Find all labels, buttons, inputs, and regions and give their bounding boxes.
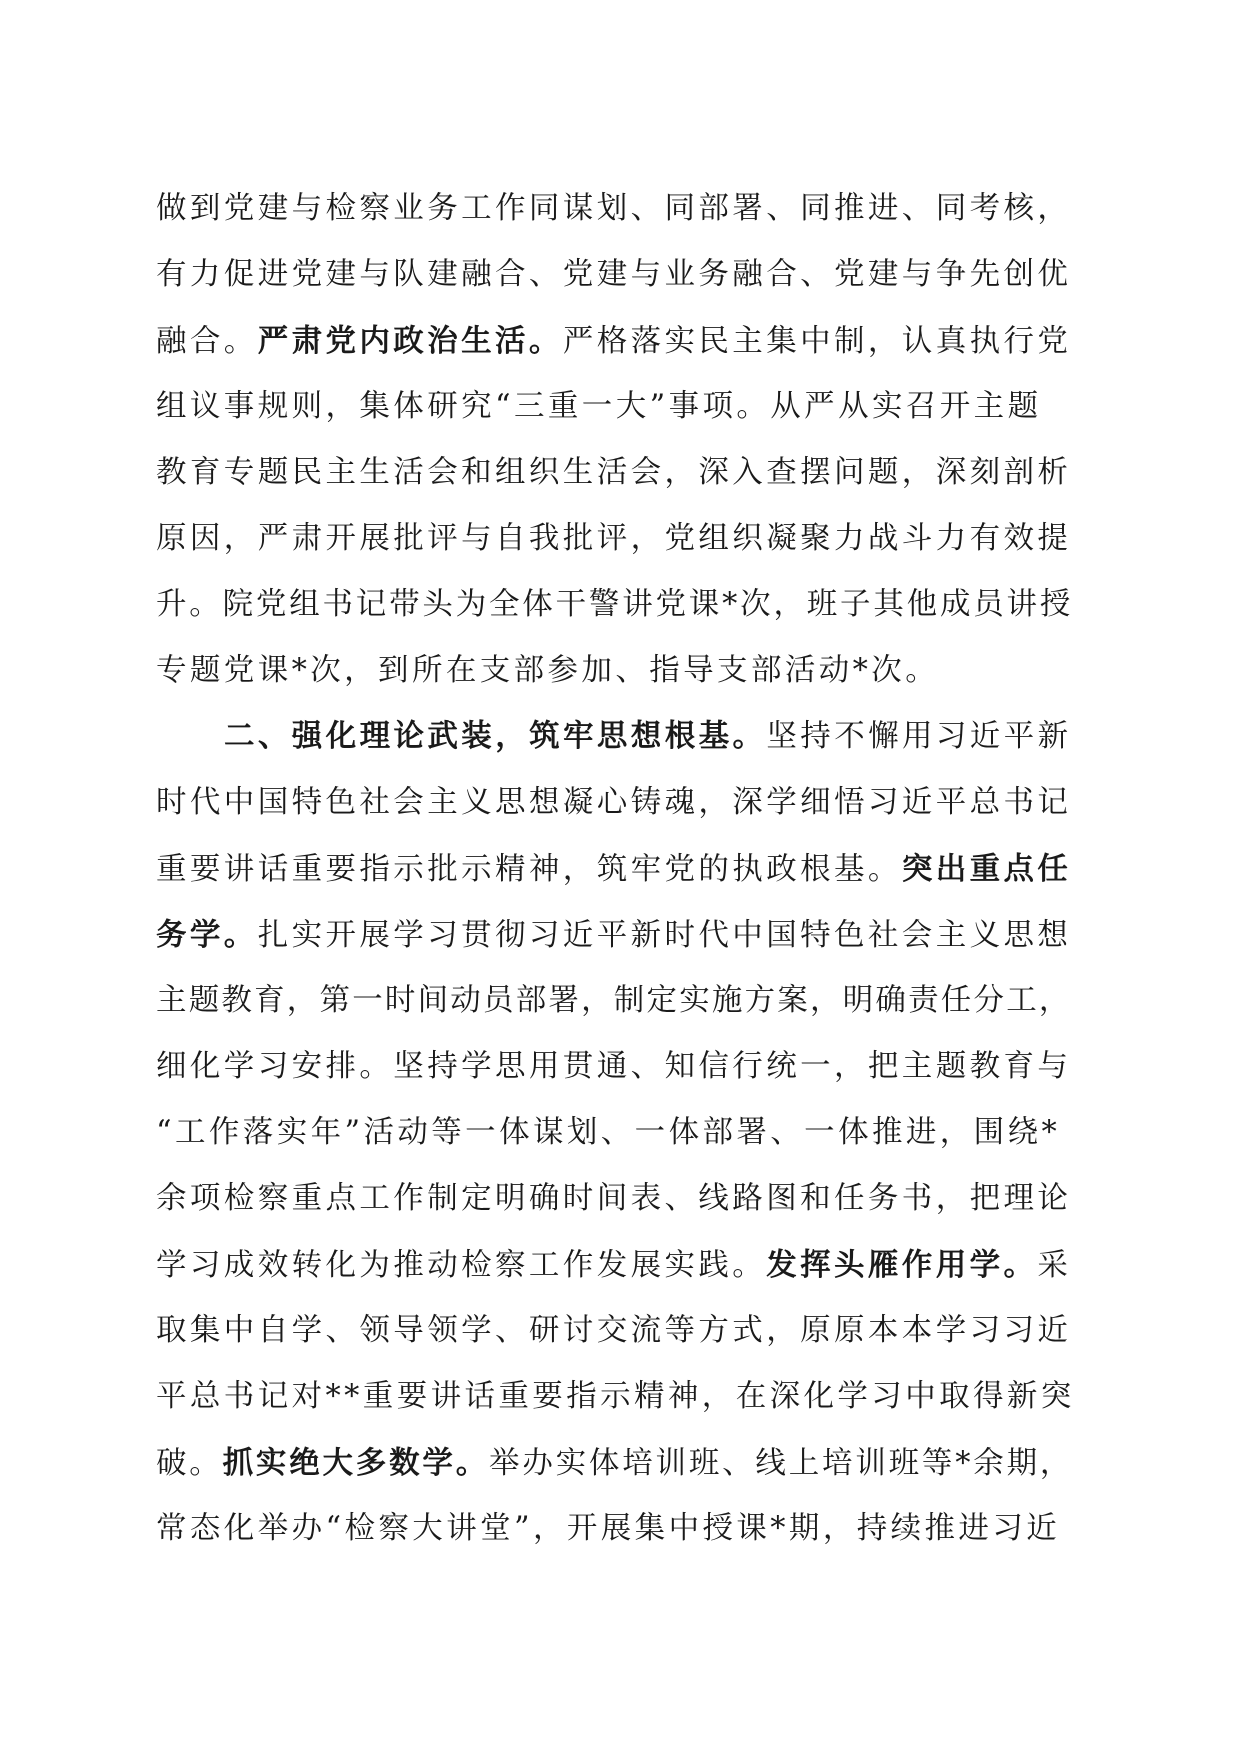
text-line-7 [156, 572, 1076, 638]
text-line-3 [156, 308, 1076, 374]
text-run: 教育专题民主生活会和组织生活会，深入查摆问题，深刻剖析 [156, 455, 1072, 490]
text-line-1 [156, 176, 1076, 242]
text-line-15 [156, 1100, 1076, 1166]
text-run: 细化学习安排。坚持学思用贯通、知信行统一，把主题教育与 [156, 1049, 1072, 1084]
bold-subheading: 发挥头雁作用学。 [766, 1247, 1038, 1283]
text-run: 有力促进党建与队建融合、党建与业务融合、党建与争先创优 [156, 257, 1072, 292]
text-run: 时代中国特色社会主义思想凝心铸魂，深学细悟习近平总书记 [156, 785, 1072, 820]
text-line-12 [156, 902, 1076, 968]
text-line-8 [156, 638, 1076, 704]
text-line-9 [156, 704, 1076, 770]
text-line-21 [156, 1496, 1076, 1562]
text-run: 重要讲话重要指示批示精神，筑牢党的执政根基。 [156, 852, 902, 887]
text-run: 组议事规则，集体研究“三重一大”事项。从严从实召开主题 [156, 389, 1042, 424]
text-run: 融合。 [156, 324, 258, 359]
text-run: 举办实体培训班、线上培训班等*余期， [489, 1446, 1074, 1481]
text-line-2 [156, 242, 1076, 308]
text-line-4 [156, 374, 1076, 440]
bold-subheading: 突出重点任 [901, 851, 1072, 887]
text-run: 破。 [156, 1446, 223, 1481]
section-heading: 二、强化理论武装，筑牢思想根基。 [224, 719, 767, 754]
bold-subheading: 务学。 [156, 917, 258, 953]
text-run: 升。院党组书记带头为全体干警讲党课*次，班子其他成员讲授 [156, 587, 1074, 622]
text-line-13 [156, 968, 1076, 1034]
text-run: 采 [1037, 1248, 1072, 1283]
text-line-5 [156, 440, 1076, 506]
text-run: 学习成效转化为推动检察工作发展实践。 [156, 1248, 767, 1283]
text-run: 主题教育，第一时间动员部署，制定实施方案，明确责任分工， [156, 983, 1072, 1018]
text-run: “工作落实年”活动等一体谋划、一体部署、一体推进，围绕* [156, 1115, 1061, 1150]
text-run: 常态化举办“检察大讲堂”，开展集中授课*期，持续推进习近 [156, 1511, 1061, 1546]
text-run: 原因，严肃开展批评与自我批评，党组织凝聚力战斗力有效提 [156, 521, 1072, 556]
text-line-14 [156, 1034, 1076, 1100]
text-line-19 [156, 1364, 1076, 1430]
bold-subheading: 抓实绝大多数学。 [222, 1445, 490, 1481]
text-line-10 [156, 770, 1076, 836]
text-line-20 [156, 1430, 1076, 1496]
text-line-18 [156, 1298, 1076, 1364]
text-line-16 [156, 1166, 1076, 1232]
text-run: 取集中自学、领导领学、研讨交流等方式，原原本本学习习近 [156, 1313, 1072, 1348]
text-run: 做到党建与检察业务工作同谋划、同部署、同推进、同考核， [156, 191, 1072, 226]
text-line-6 [156, 506, 1076, 572]
text-line-17 [156, 1232, 1076, 1298]
text-run: 严格落实民主集中制，认真执行党 [562, 324, 1072, 359]
text-run: 专题党课*次，到所在支部参加、指导支部活动*次。 [156, 653, 940, 688]
bold-subheading: 严肃党内政治生活。 [257, 323, 563, 359]
text-run: 平总书记对**重要讲话重要指示精神，在深化学习中取得新突 [156, 1379, 1075, 1414]
text-run: 坚持不懈用习近平新 [766, 719, 1072, 754]
document-body [156, 176, 1076, 1562]
text-line-11 [156, 836, 1076, 902]
text-run: 扎实开展学习贯彻习近平新时代中国特色社会主义思想 [257, 918, 1072, 953]
text-run: 余项检察重点工作制定明确时间表、线路图和任务书，把理论 [156, 1181, 1072, 1216]
